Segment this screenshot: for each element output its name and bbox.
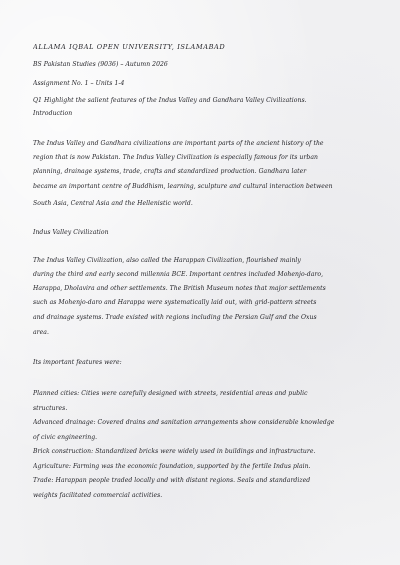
university-title: ALLAMA IQBAL OPEN UNIVERSITY, ISLAMABAD — [33, 43, 226, 51]
intro-line: region that is now Pakistan. The Indus Valley Civilization is especially famous for its urban — [33, 154, 318, 161]
feature-line: weights facilitated commercial activities. — [33, 492, 163, 499]
intro-line: The Indus Valley and Gandhara civilizations are important parts of the ancient history of the — [33, 140, 324, 147]
ivc-line: The Indus Valley Civilization, also called the Harappan Civilization, flourished mainly — [33, 257, 301, 264]
feature-line: of civic engineering. — [33, 434, 98, 441]
introduction-heading: Introduction — [33, 110, 73, 117]
intro-line: South Asia, Central Asia and the Hellenistic world. — [33, 200, 193, 207]
ivc-line: area. — [33, 329, 49, 336]
course-line: BS Pakistan Studies (9036) – Autumn 2026 — [33, 61, 168, 68]
ivc-line: such as Mohenjo-daro and Harappa were systematically laid out, with grid-pattern streets — [33, 299, 317, 306]
feature-line: Agriculture: Farming was the economic foundation, supported by the fertile Indus plain. — [33, 463, 311, 470]
intro-line: became an important centre of Buddhism, learning, sculpture and cultural interaction between — [33, 183, 333, 190]
ivc-heading: Indus Valley Civilization — [33, 229, 109, 236]
feature-line: Trade: Harappan people traded locally and with distant regions. Seals and standardized — [33, 477, 311, 484]
ivc-line: and drainage systems. Trade existed with regions including the Persian Gulf and the Oxus — [33, 314, 317, 321]
feature-line: Brick construction: Standardized bricks were widely used in buildings and infrastructure. — [33, 448, 316, 455]
intro-line: planning, drainage systems, trade, crafts and standardized production. Gandhara later — [33, 168, 307, 175]
ivc-line: during the third and early second millennia BCE. Important centres included Mohenjo-daro, — [33, 271, 324, 278]
feature-line: structures. — [33, 405, 68, 412]
question-line: Q1 Highlight the salient features of the Indus Valley and Gandhara Valley Civilizations. — [33, 97, 307, 104]
feature-line: Advanced drainage: Covered drains and sanitation arrangements show considerable knowledge — [33, 419, 335, 426]
ivc-line: Harappa, Dholavira and other settlements. The British Museum notes that major settlements — [33, 285, 326, 292]
features-intro: Its important features were: — [33, 359, 122, 366]
feature-line: Planned cities: Cities were carefully designed with streets, residential areas and public — [33, 390, 308, 397]
assignment-line: Assignment No. 1 – Units 1-4 — [33, 80, 125, 87]
